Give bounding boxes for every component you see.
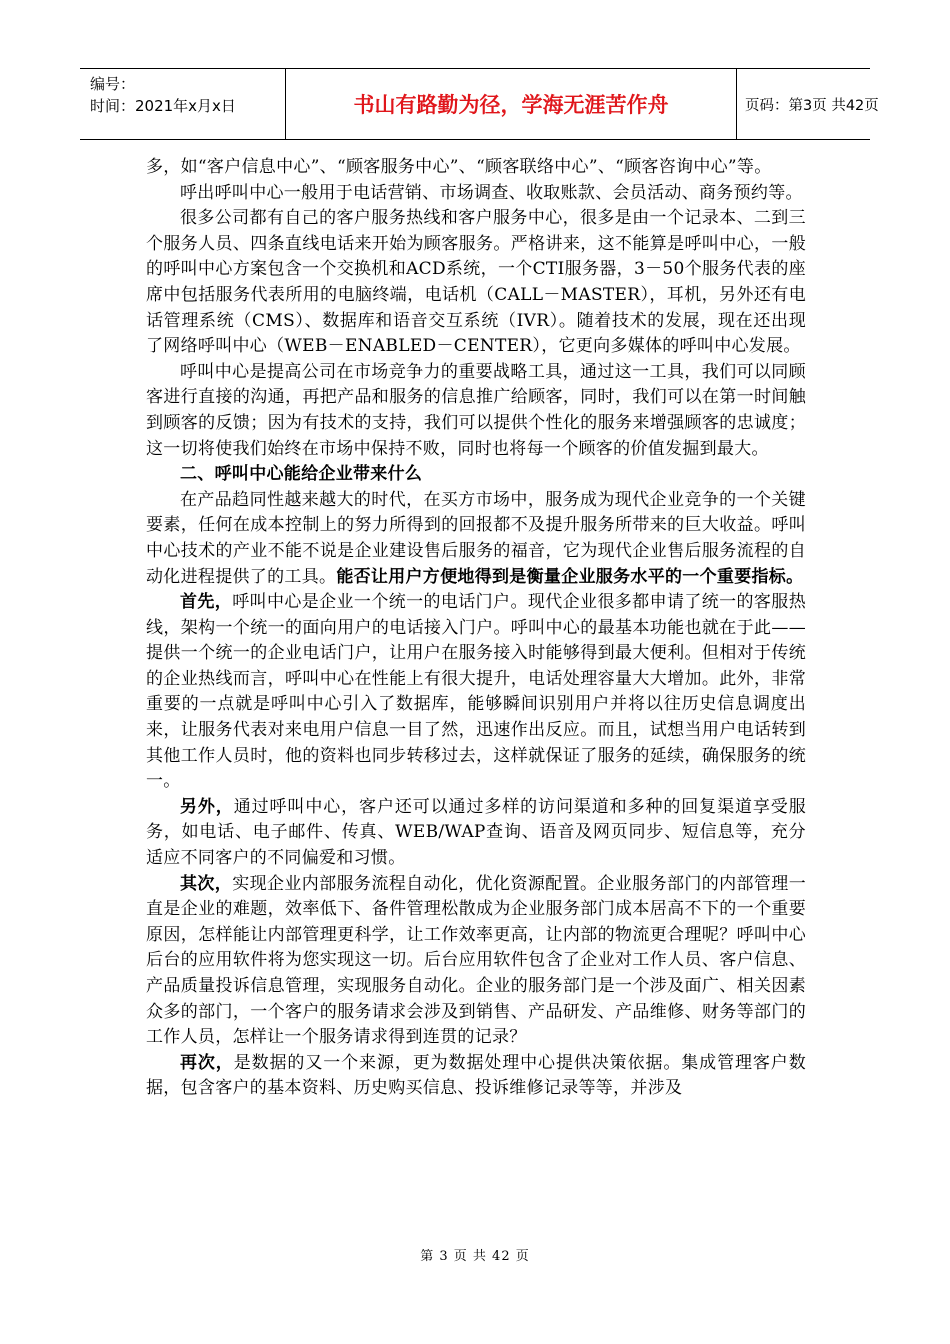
header-meta — [90, 73, 280, 135]
paragraph-6-text: 呼叫中心是企业一个统一的电话门户。现代企业很多都申请了统一的客服热线，架构一个统一的面向用户的电话接入门户。呼叫中心的最基本功能也就在于此——提供一个统一的企业电话门户，让用户在服务接入时能够得到最大便利。但相对于传统的企业热线而言，呼叫中心在性能上有很大提升，电话处理容量大大增加。此外，非常重要的一点就是呼叫中心引入了数据库，能够瞬间识别用户并将以往历史信息调度出来，让服务代表对来电用户信息一目了然，迅速作出反应。而且，试想当用户电话转到其他工作人员时，他的资料也同步转移过去，这样就保证了服务的延续，确保服务的统一。 — [146, 592, 806, 792]
paragraph-1: 多，如“客户信息中心”、“顾客服务中心”、“顾客联络中心”、“顾客咨询中心”等。 — [146, 157, 772, 177]
paragraph-5-text: 在产品趋同性越来越大的时代，在买方市场中，服务成为现代企业竞争的一个关键要素，任何在成本控制上的努力所得到的回报都不及提升服务所带来的巨大收益。呼叫中心技术的产业不能不说是企业建设售后服务的福音，它为现代企业售后服务流程的自动化进程提供了的工具。 — [146, 489, 806, 587]
paragraph-4: 呼叫中心是提高公司在市场竞争力的重要战略工具，通过这一工具，我们可以同顾客进行直接的沟通，再把产品和服务的信息推广给顾客，同时，我们可以在第一时间触到顾客的反馈；因为有技术的支持，我们可以提供个性化的服务来增强顾客的忠诚度；这一切将使我们始终在市场中保持不败，同时也将每一个顾客的价值发掘到最大。 — [146, 361, 806, 459]
paragraph-5-bold: 能否让用户方便地得到是衡量企业服务水平的一个重要指标。 — [336, 566, 804, 587]
paragraph-6-lead: 首先， — [180, 592, 233, 613]
page-footer: 第 3 页 共 42 页 — [420, 1249, 530, 1264]
paragraph-6 — [146, 590, 806, 795]
paragraph-9 — [146, 1051, 806, 1102]
paragraph-8 — [146, 872, 806, 1051]
paragraph-7 — [146, 795, 806, 872]
paragraph-9-lead: 再次， — [180, 1052, 234, 1073]
paragraph-7-lead: 另外， — [180, 796, 234, 817]
paragraph-5 — [146, 488, 806, 590]
date-label: 时间：2021年x月x日 — [90, 97, 236, 115]
code-label: 编号： — [90, 75, 136, 93]
paragraph-9-text: 是数据的又一个来源，更为数据处理中心提供决策依据。集成管理客户数据，包含客户的基本资料、历史购买信息、投诉维修记录等等，并涉及 — [146, 1052, 806, 1099]
paragraph-2: 呼出呼叫中心一般用于电话营销、市场调查、收取账款、会员活动、商务预约等。 — [180, 182, 803, 203]
page-header — [80, 68, 879, 140]
paragraph-8-text: 实现企业内部服务流程自动化，优化资源配置。企业服务部门的内部管理一直是企业的难题，效率低下、备件管理松散成为企业服务部门成本居高不下的一个重要原因，怎样能让内部管理更科学，让工作效率更高，让内部的物流更合理呢？呼叫中心后台的应用软件将为您实现这一切。后台应用软件包含了企业对工作人员、客户信息、产品质量投诉信息管理，实现服务自动化。企业的服务部门是一个涉及面广、相关因素众多的部门，一个客户的服务请求会涉及到销售、产品研发、产品维修、财务等部门的工作人员，怎样让一个服务请求得到连贯的记录？ — [146, 873, 806, 1048]
paragraph-3: 很多公司都有自己的客户服务热线和客户服务中心，很多是由一个记录本、二到三个服务人员、四条直线电话来开始为顾客服务。严格讲来，这不能算是呼叫中心，一般的呼叫中心方案包含一个交换机和ACD系统，一个CTI服务器，3－50个服务代表的座席中包括服务代表所用的电脑终端，电话机（CALL－MASTER），耳机，另外还有电话管理系统（CMS）、数据库和语音交互系统（IVR）。随着技术的发展，现在还出现了网络呼叫中心（WEB－ENABLED－CENTER），它更向多媒体的呼叫中心发展。 — [146, 208, 806, 357]
section-heading-2: 二、呼叫中心能给企业带来什么 — [180, 464, 423, 485]
paragraph-7-text: 通过呼叫中心，客户还可以通过多样的访问渠道和多种的回复渠道享受服务，如电话、电子邮件、传真、WEB/WAP查询、语音及网页同步、短信息等，充分适应不同客户的不同偏爱和习惯。 — [146, 796, 806, 869]
paragraph-8-lead: 其次， — [180, 873, 233, 894]
header-page-info: 页码：第3页 共42页 — [745, 97, 879, 114]
header-motto: 书山有路勤为径，学海无涯苦作舟 — [285, 69, 737, 139]
document-body — [146, 155, 806, 1102]
